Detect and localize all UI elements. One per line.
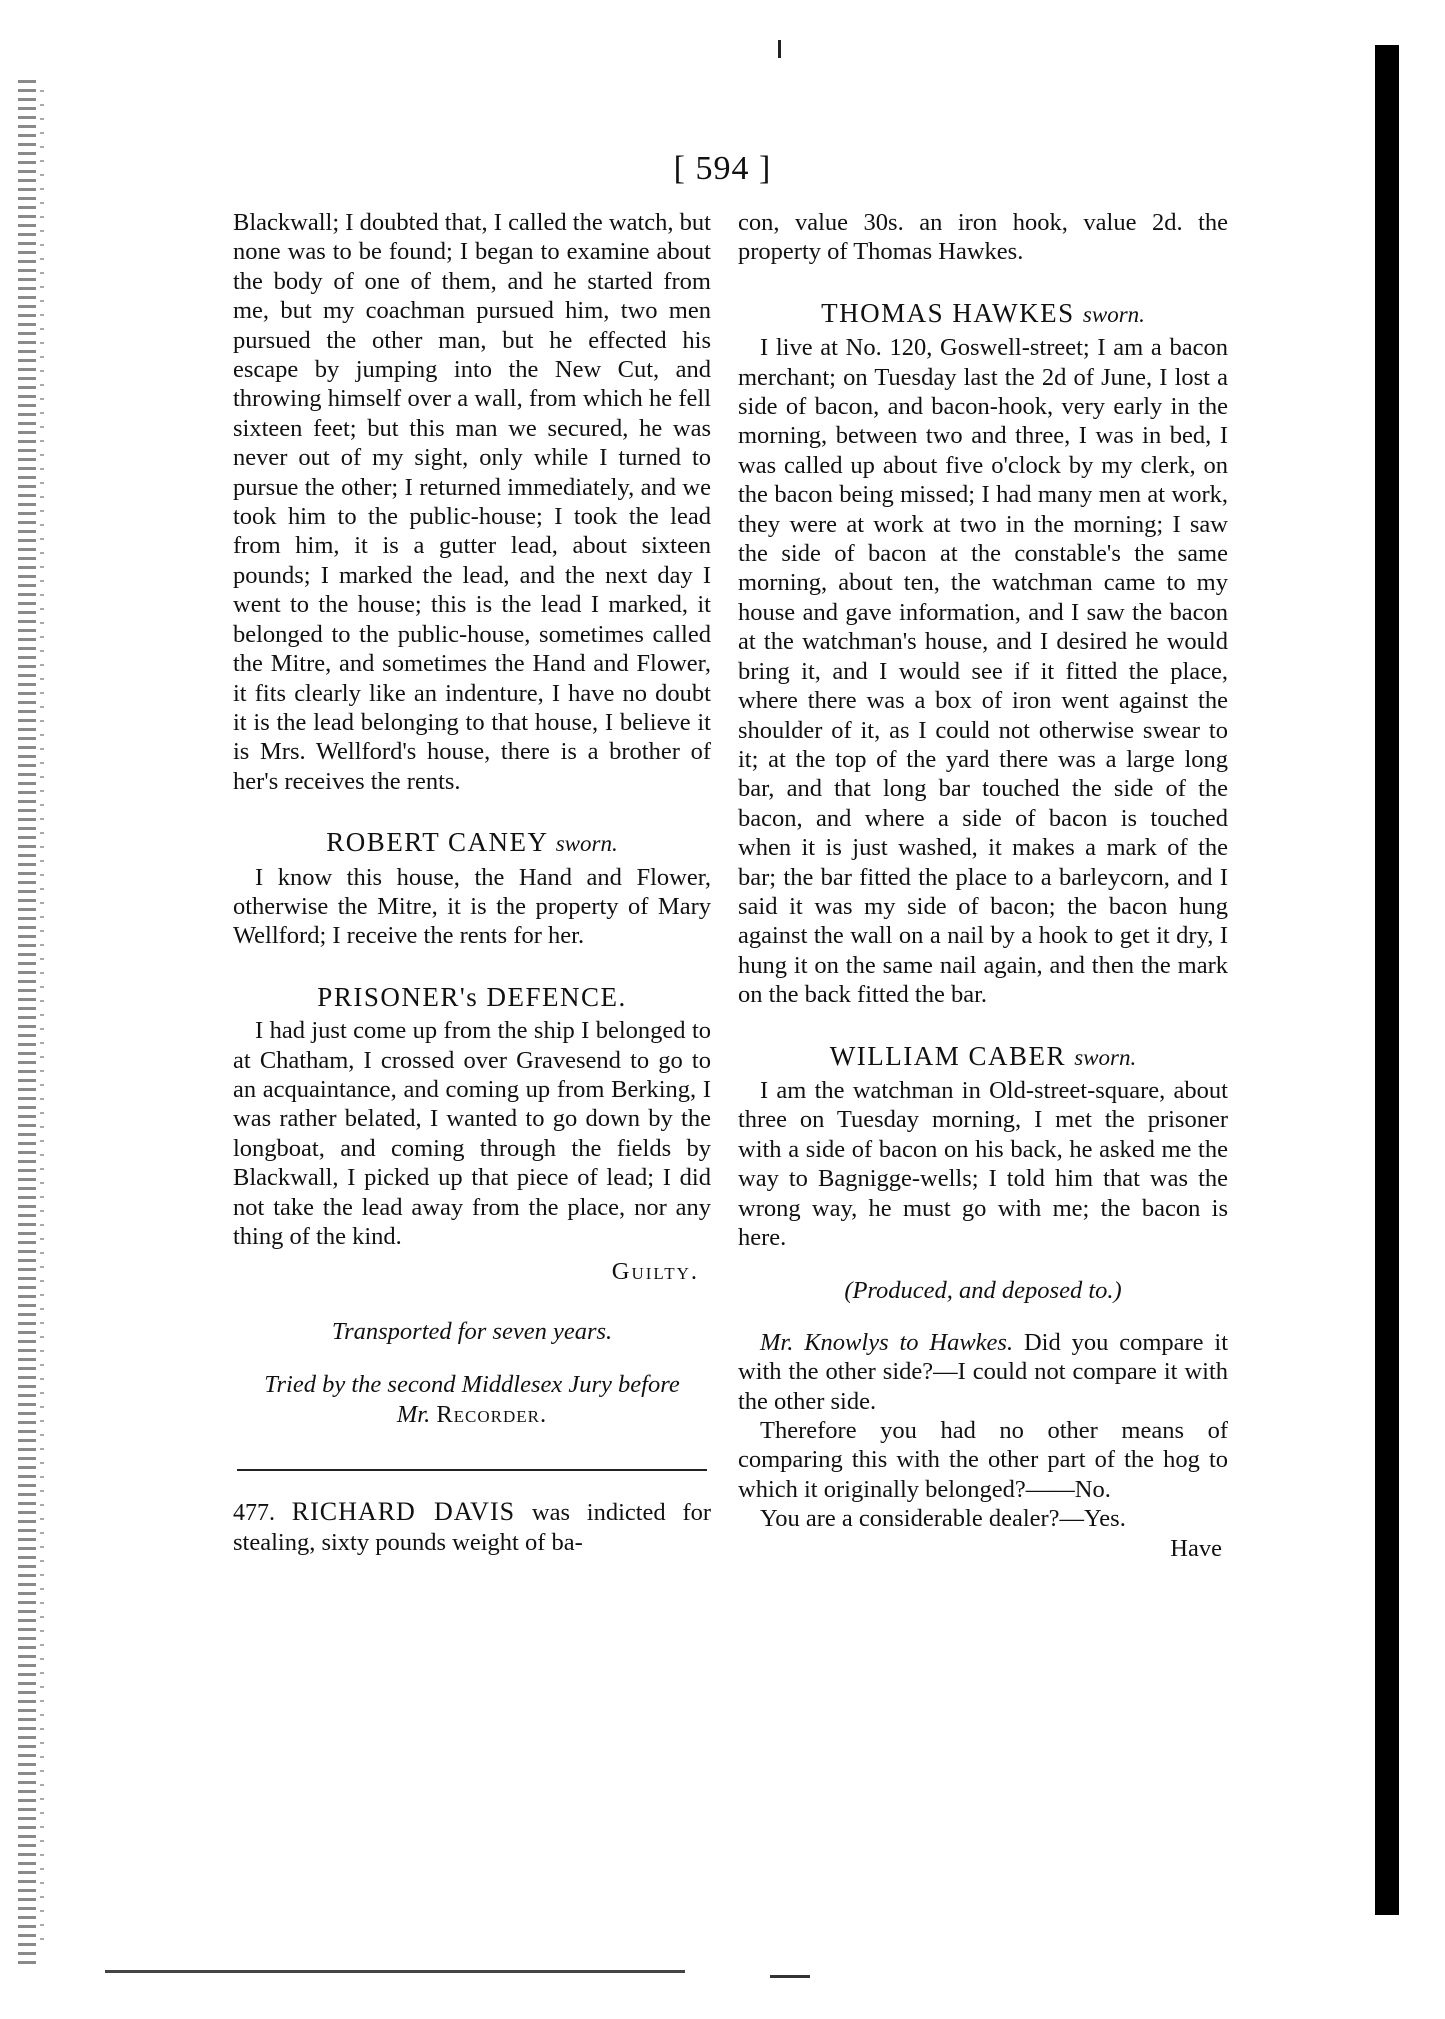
indictment-continuation: con, value 30s. an iron hook, value 2d. the property of Thomas Hawkes.	[738, 209, 1228, 266]
exam-question: Therefore you had no other means of comparing this with the other part of the hog to which it originally belonged?——No.	[738, 1417, 1228, 1503]
defendant-name: RICHARD DAVIS	[291, 1497, 516, 1527]
scan-bottom-dash	[770, 1975, 810, 1978]
witness-heading-thomas-hawkes	[738, 299, 1228, 329]
sentence: Transported for seven years.	[331, 1317, 613, 1345]
examiner-label: Mr. Knowlys to Hawkes.	[760, 1328, 1014, 1356]
exam-question: Did you compare it with the other side?—I could not compare it with the other side.	[738, 1328, 1229, 1415]
case-number: 477.	[233, 1500, 275, 1527]
verdict: Guilty.	[611, 1258, 699, 1286]
cross-examination	[738, 1328, 1228, 1416]
trial-note-recorder: Recorder.	[436, 1400, 548, 1428]
witness-testimony: I live at No. 120, Goswell-street; I am a bacon merchant; on Tuesday last the 2d of June, I lost a side of bacon, and bacon-hook, very early in the morning, between two and three, I was in bed, I was called up about five o'clock by my clerk, on the bacon being missed; I had many men at work, they were at work at two in the morning; I saw the side of bacon at the constable's the same morning, about ten, the watchman came to my house and gave information, and I saw the bacon at the watchman's house, and I desired he would bring it, and I would see if it fitted the place, where there was a box of iron went against the shoulder of it, as I could not otherwise swear to it; at the top of the yard there was a large long bar, and that long bar touched the side of the bacon, and where a side of bacon is touched when it is just washed, it makes a mark of the bar; the bar fitted the place to a barleycorn, and I said it was my side of bacon; the bacon hung against the wall on a nail by a hook to get it dry, I hung it on the same nail again, and then the mark on the back fitted the bar.	[738, 334, 1228, 1009]
scan-right-edge	[1375, 45, 1399, 1915]
indictment-text: was indicted for stealing, sixty pounds weight of ba-	[233, 1499, 712, 1557]
scan-bottom-line	[105, 1970, 685, 1973]
trial-note	[233, 1370, 711, 1429]
exam-question: You are a considerable dealer?—Yes.	[760, 1505, 1126, 1533]
sworn-label: sworn.	[1074, 1044, 1137, 1070]
witness-name: ROBERT CANEY	[326, 827, 548, 858]
sworn-label: sworn.	[1082, 301, 1145, 327]
catchword: Have	[1170, 1534, 1222, 1562]
sworn-label: sworn.	[555, 831, 618, 857]
defence-text: I had just come up from the ship I belonged to at Chatham, I crossed over Gravesend to go to an acquaintance, and coming up from Berking, I was rather belated, I wanted to go down by the longboat, and coming through the fields by Blackwall, I picked up that piece of lead; I did not take the lead away from the place, nor any thing of the kind.	[233, 1017, 711, 1250]
left-column	[233, 208, 711, 1558]
witness-heading-william-caber	[738, 1042, 1228, 1072]
right-column	[738, 208, 1228, 1563]
witness-name: THOMAS HAWKES	[821, 297, 1075, 328]
testimony-continuation: Blackwall; I doubted that, I called the watch, but none was to be found; I began to examine about the body of one of them, and he started from me, but my coachman pursued him, two men pursued the other man, but he effected his escape by jumping into the New Cut, and throwing himself over a wall, from which he fell sixteen feet; but this man we secured, he was never out of my sight, only while I turned to pursue the other; I returned immediately, and we took him to the public-house; I took the lead from him, it is a gutter lead, about sixteen pounds; I marked the lead, and the next day I went to the house; this is the lead I marked, it belonged to the public-house, sometimes called the Mitre, and sometimes the Hand and Flower, it fits clearly like an indenture, I have no doubt it is the lead belonging to that house, I believe it is Mrs. Wellford's house, there is a brother of her's receives the rents.	[233, 209, 711, 795]
witness-name: WILLIAM CABER	[829, 1040, 1066, 1071]
witness-testimony: I am the watchman in Old-street-square, about three on Tuesday morning, I met the prisoner with a side of bacon on his back, he asked me the way to Bagnigge-wells; I told him that was the wrong way, he must go with me; the bacon is here.	[738, 1076, 1228, 1251]
scan-binding-edge	[18, 80, 36, 1970]
case-opening	[233, 1497, 711, 1558]
scan-binding-shadow	[40, 90, 44, 1950]
witness-testimony: I know this house, the Hand and Flower, otherwise the Mitre, it is the property of Mary Wellford; I receive the rents for her.	[233, 863, 711, 950]
scan-mark	[778, 40, 781, 58]
page-number: [ 594 ]	[673, 150, 772, 187]
section-divider	[237, 1469, 707, 1471]
trial-note-line: Tried by the second Middlesex Jury before	[264, 1371, 680, 1399]
defence-heading: PRISONER's DEFENCE.	[317, 981, 627, 1012]
trial-note-mr: Mr.	[396, 1400, 431, 1428]
witness-heading-robert-caney	[233, 828, 711, 858]
produced-note: (Produced, and deposed to.)	[844, 1277, 1122, 1305]
